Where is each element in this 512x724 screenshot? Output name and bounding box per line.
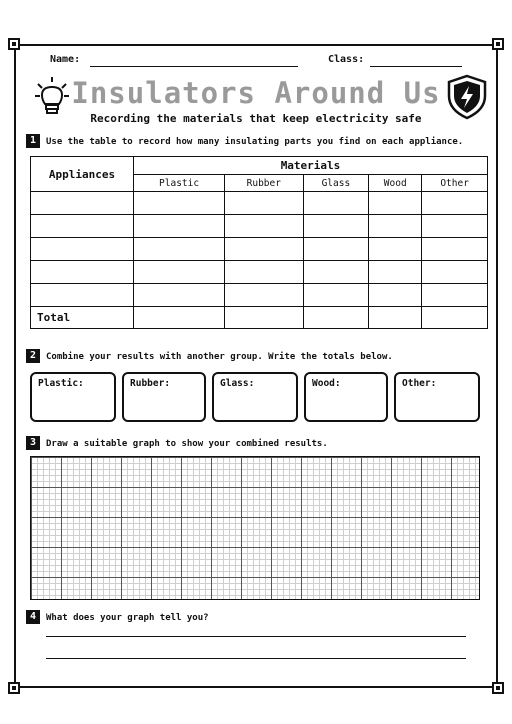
class-field[interactable] [370,66,462,67]
table-cell[interactable] [422,238,488,261]
materials-header: Materials [134,157,488,175]
section-number: 2 [26,349,40,363]
table-cell[interactable] [422,307,488,329]
table-row [31,215,488,238]
border-corner [492,682,504,694]
column-header: Glass [303,175,369,192]
table-cell[interactable] [225,261,303,284]
box-label: Plastic: [38,378,84,389]
table-cell[interactable] [134,261,225,284]
table-cell[interactable] [422,261,488,284]
table-cell[interactable] [422,284,488,307]
answer-line[interactable] [46,636,466,637]
table-cell[interactable] [303,238,369,261]
table-cell[interactable] [225,284,303,307]
class-label: Class: [328,54,365,65]
table-cell[interactable] [225,238,303,261]
box-label: Rubber: [130,378,171,389]
table-row [31,238,488,261]
answer-line[interactable] [46,658,466,659]
border-corner [8,682,20,694]
name-field[interactable] [90,66,298,67]
border-corner [8,38,20,50]
table-cell[interactable] [31,192,134,215]
table-cell[interactable] [225,215,303,238]
table-cell[interactable] [225,307,303,329]
table-cell[interactable] [369,192,422,215]
column-header: Other [422,175,488,192]
column-header: Rubber [225,175,303,192]
table-cell[interactable] [303,261,369,284]
table-cell[interactable] [134,192,225,215]
table-cell[interactable] [369,215,422,238]
appliances-header: Appliances [31,157,134,192]
table-cell[interactable] [303,284,369,307]
table-cell[interactable] [422,215,488,238]
section3-instruction: Draw a suitable graph to show your combined results. [46,439,328,449]
table-row [31,261,488,284]
name-label: Name: [50,54,81,65]
table-cell[interactable] [369,284,422,307]
table-cell[interactable] [31,238,134,261]
total-box-wood[interactable] [304,372,388,422]
table-cell[interactable] [303,215,369,238]
total-box-plastic[interactable] [30,372,116,422]
page-subtitle: Recording the materials that keep electricity safe [90,112,422,125]
section1-instruction: Use the table to record how many insulating parts you find on each appliance. [46,137,464,147]
table-row [31,192,488,215]
section-number: 3 [26,436,40,450]
total-box-glass[interactable] [212,372,298,422]
table-cell[interactable] [134,238,225,261]
graph-paper-area[interactable] [30,456,480,600]
total-box-other[interactable] [394,372,480,422]
table-cell[interactable] [31,261,134,284]
table-row [31,284,488,307]
total-box-rubber[interactable] [122,372,206,422]
table-cell[interactable] [422,192,488,215]
box-label: Other: [402,378,437,389]
section-number: 4 [26,610,40,624]
table-cell[interactable] [134,307,225,329]
table-cell[interactable] [134,284,225,307]
table-cell[interactable] [31,215,134,238]
total-label: Total [31,307,134,329]
table-cell[interactable] [31,284,134,307]
table-cell[interactable] [369,238,422,261]
column-header: Wood [369,175,422,192]
box-label: Wood: [312,378,341,389]
table-cell[interactable] [369,307,422,329]
total-row [31,307,488,329]
box-label: Glass: [220,378,255,389]
section2-instruction: Combine your results with another group. Write the totals below. [46,352,393,362]
table-cell[interactable] [134,215,225,238]
section-number: 1 [26,134,40,148]
page-title: Insulators Around Us [71,76,441,110]
table-cell[interactable] [225,192,303,215]
table-cell[interactable] [303,307,369,329]
border-corner [492,38,504,50]
recording-table [30,156,488,329]
column-header: Plastic [134,175,225,192]
table-cell[interactable] [369,261,422,284]
table-cell[interactable] [303,192,369,215]
section4-instruction: What does your graph tell you? [46,613,209,623]
